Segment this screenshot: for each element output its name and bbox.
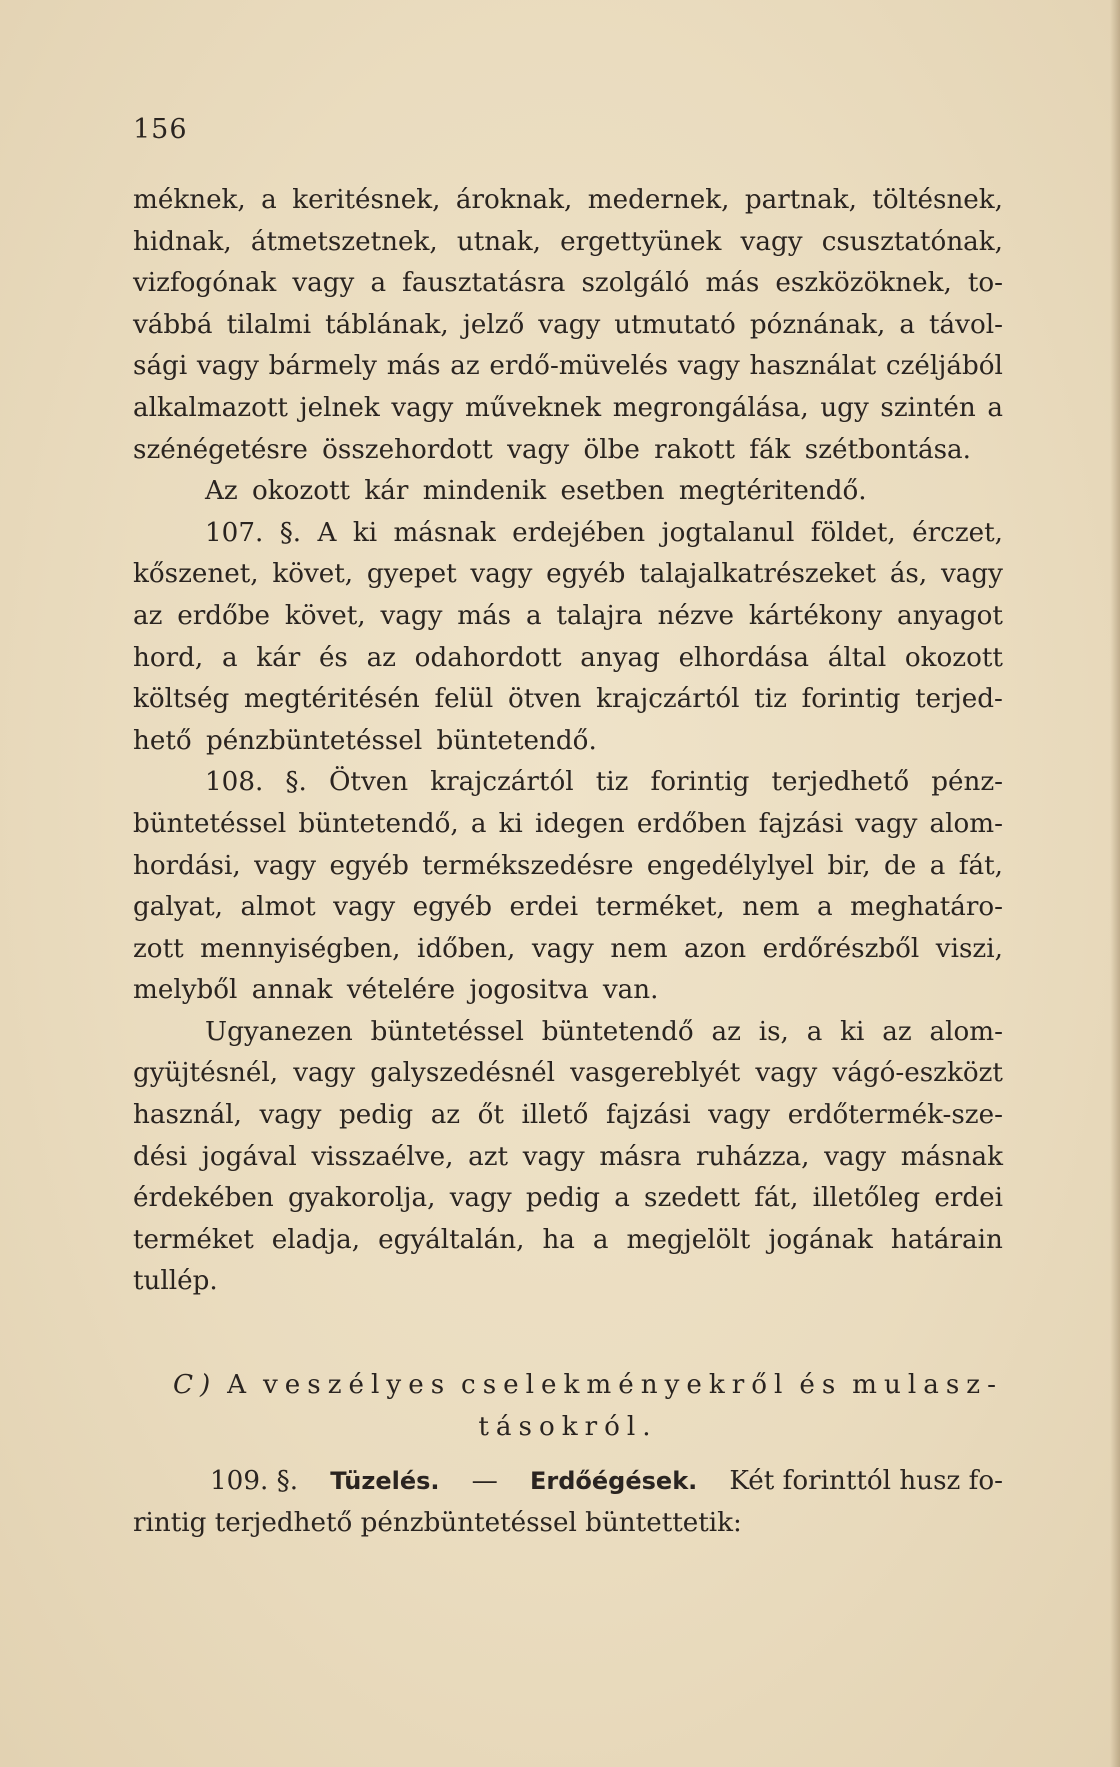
text-line: szénégetésre összehordott vagy ölbe rakott fák szétbontása.	[133, 434, 971, 465]
heading-word: cselekményekről	[461, 1370, 790, 1400]
heading-word: mulasz-	[852, 1370, 1003, 1400]
paragraph-109	[133, 1461, 1003, 1544]
text-line: hető pénzbüntetéssel büntetendő.	[133, 725, 597, 756]
text-line: méknek, a keritésnek, ároknak, medernek, partnak, töltésnek,	[133, 185, 1003, 215]
paragraph-number: 109. §.	[210, 1466, 299, 1496]
page-edge-shadow	[1110, 0, 1120, 1767]
text-line: 107. §. A ki másnak erdejében jogtalanul földet, érczet,	[205, 517, 1003, 548]
text-line: hord, a kár és az odahordott anyag elhordása által okozott	[133, 642, 1003, 673]
text-line: költség megtéritésén felül ötven krajczártól tiz forintig terjed-	[133, 684, 1003, 715]
text-line: használ, vagy pedig az őt illető fajzási vagy erdőtermék-sze-	[133, 1100, 1003, 1131]
text-line: hordási, vagy egyéb termékszedésre engedélylyel bir, de a fát,	[133, 850, 1003, 881]
heading-word: A	[227, 1370, 254, 1400]
text-line: terméket eladja, egyáltalán, ha a megjelölt jogának határain	[133, 1224, 1003, 1255]
page-number: 156	[133, 114, 188, 145]
text-line: vizfogónak vagy a fausztatásra szolgáló más eszközöknek, to-	[133, 268, 1003, 299]
paragraph-109-text: Két forinttól husz fo-	[729, 1466, 1003, 1496]
paragraph-title-erdoegesek: Erdőégések.	[530, 1467, 698, 1495]
text-line: dési jogával visszaélve, azt vagy másra ruházza, vagy másnak	[133, 1141, 1003, 1172]
text-line: hidnak, átmetszetnek, utnak, ergettyünek vagy csusztatónak,	[133, 226, 1003, 257]
text-line: melyből annak vételére jogositva van.	[133, 975, 659, 1006]
text-line: érdekében gyakorolja, vagy pedig a szedett fát, illetőleg erdei	[133, 1183, 1003, 1214]
paragraph-title-tuzeles: Tüzelés.	[330, 1467, 440, 1495]
text-line: galyat, almot vagy egyéb erdei terméket, nem a meghatáro-	[133, 892, 1003, 923]
text-line: zott mennyiségben, időben, vagy nem azon erdőrészből viszi,	[133, 933, 1003, 964]
paragraph-109-line-2: rintig terjedhető pénzbüntetéssel büntettetik:	[133, 1507, 742, 1538]
text-line: vábbá tilalmi táblának, jelző vagy utmutató póznának, a távol-	[133, 309, 1003, 340]
text-line: 108. §. Ötven krajczártól tiz forintig terjedhető pénz-	[205, 767, 1003, 798]
text-line: kőszenet, követ, gyepet vagy egyéb talajalkatrészeket ás, vagy	[133, 559, 1003, 590]
heading-word: veszélyes	[263, 1370, 452, 1400]
text-line: büntetéssel büntetendő, a ki idegen erdőben fajzási vagy alom-	[133, 808, 1003, 839]
paragraph-109-line-1	[133, 1461, 1003, 1503]
title-dash: —	[471, 1466, 498, 1496]
section-heading	[133, 1365, 1003, 1448]
text-line: gyüjtésnél, vagy galyszedésnél vasgereblyét vagy vágó-eszközt	[133, 1058, 1003, 1089]
section-heading-line-1	[133, 1365, 1003, 1407]
body-text	[133, 180, 1003, 1303]
text-line: Az okozott kár mindenik esetben megtéritendő.	[205, 476, 867, 507]
text-line: alkalmazott jelnek vagy műveknek megrongálása, ugy szintén a	[133, 392, 1003, 423]
heading-word: és	[799, 1370, 843, 1400]
text-line: sági vagy bármely más az erdő-müvelés vagy használat czéljából	[133, 351, 1003, 382]
text-line: az erdőbe követ, vagy más a talajra nézve kártékony anyagot	[133, 600, 1003, 631]
text-line: tullép.	[133, 1266, 218, 1297]
section-heading-line-2: tásokról.	[478, 1411, 658, 1442]
section-letter: C)	[173, 1370, 218, 1400]
text-line: Ugyanezen büntetéssel büntetendő az is, a ki az alom-	[205, 1016, 1003, 1047]
